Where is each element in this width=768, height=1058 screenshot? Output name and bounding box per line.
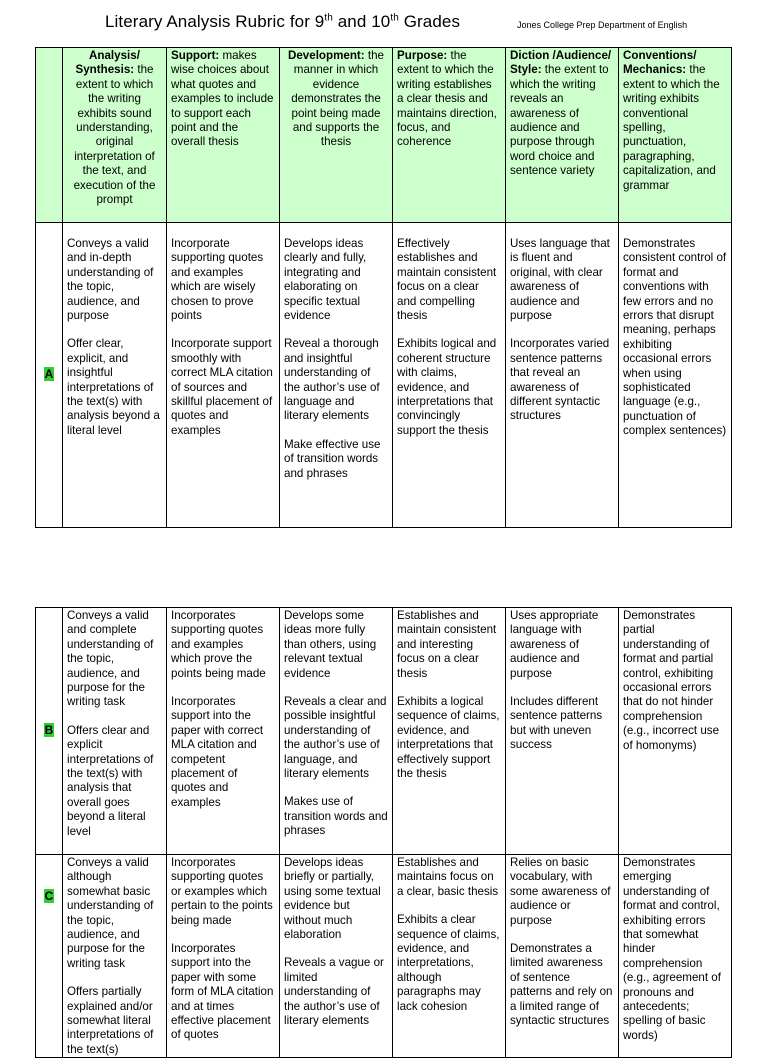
cell-b-analysis: Conveys a valid and complete understanding of the topic, audience, and purpose for the writing task Offers clear and explicit interpretations of the text(s) with analysis that overall goes beyond a literal level [63, 608, 167, 855]
cell-b-conventions: Demonstrates partial understanding of format and partial control, exhibiting occasional errors that do not hinder comprehension (e.g., incorrect use of homonyms) [619, 608, 732, 855]
cell-c-diction: Relies on basic vocabulary, with some awareness of audience or purpose Demonstrates a limited awareness of sentence patterns and rely on a limited range of syntactic structures [506, 855, 619, 1058]
column-header-conventions: Conventions/ Mechanics: the extent to which the writing exhibits conventional spelling, punctuation, paragraphing, capitalization, and grammar [619, 48, 732, 223]
grade-row-c [36, 855, 732, 1058]
cell-b-development: Develops some ideas more fully than others, using relevant textual evidence Reveals a clear and possible insightful understanding of the author’s use of language, and literary elements Makes use of transition words and phrases [280, 608, 393, 855]
cell-c-support: Incorporates supporting quotes or examples which pertain to the points being made Incorporates support into the paper with some form of MLA citation and at times effective placement of quotes [167, 855, 280, 1058]
grade-label-cell [36, 855, 63, 1058]
rubric-table-top [35, 47, 732, 528]
column-header-development: Development: the manner in which evidence demonstrates the point being made and supports the thesis [280, 48, 393, 223]
department-label: Jones College Prep Department of English [517, 20, 688, 30]
cell-c-conventions: Demonstrates emerging understanding of format and control, exhibiting errors that somewhat hinder comprehension (e.g., agreement of pronouns and antecedents; spelling of basic words) [619, 855, 732, 1058]
grade-row-b [36, 608, 732, 855]
cell-a-diction: Uses language that is fluent and original, with clear awareness of audience and purpose Incorporates varied sentence patterns that reveal an awareness of different syntactic structures [506, 223, 619, 528]
grade-badge-a: A [44, 367, 54, 382]
column-header-support: Support: makes wise choices about what quotes and examples to include to support each point and the overall thesis [167, 48, 280, 223]
column-header-diction: Diction /Audience/ Style: the extent to which the writing reveals an awareness of audience and purpose through word choice and sentence variety [506, 48, 619, 223]
cell-a-analysis: Conveys a valid and in-depth understanding of the topic, audience, and purpose Offer clear, explicit, and insightful interpretations of the text(s) with analysis beyond a literal level [63, 223, 167, 528]
grade-label-cell [36, 223, 63, 528]
cell-b-diction: Uses appropriate language with awareness of audience and purpose Includes different sentence patterns but with uneven success [506, 608, 619, 855]
cell-a-conventions: Demonstrates consistent control of format and conventions with few errors and no errors that disrupt meaning, perhaps exhibiting occasional errors when using sophisticated language (e.g., punctuation of complex sentences) [619, 223, 732, 528]
column-header-purpose: Purpose: the extent to which the writing establishes a clear thesis and maintains direction, focus, and coherence [393, 48, 506, 223]
grade-label-cell [36, 608, 63, 855]
cell-c-purpose: Establishes and maintains focus on a clear, basic thesis Exhibits a clear sequence of claims, evidence, and interpretations, although paragraphs may lack cohesion [393, 855, 506, 1058]
cell-a-purpose: Effectively establishes and maintain consistent focus on a clear and compelling thesis Exhibits logical and coherent structure with claims, evidence, and interpretations that convincingly support the thesis [393, 223, 506, 528]
page-header [0, 10, 768, 40]
rubric-title: Literary Analysis Rubric for 9th and 10th Grades [105, 12, 461, 31]
rubric-table-bottom [35, 607, 732, 1058]
cell-b-purpose: Establishes and maintain consistent and interesting focus on a clear thesis Exhibits a logical sequence of claims, evidence, and interpretations that effectively support the thesis [393, 608, 506, 855]
grade-badge-b: B [44, 723, 54, 738]
cell-a-support: Incorporate supporting quotes and examples which are wisely chosen to prove points Incorporate support smoothly with correct MLA citation of sources and skillful placement of quotes and examples [167, 223, 280, 528]
header-corner-cell [36, 48, 63, 223]
column-header-analysis: Analysis/ Synthesis: the extent to which the writing exhibits sound understanding, original interpretation of the text, and execution of the prompt [63, 48, 167, 223]
cell-c-development: Develops ideas briefly or partially, using some textual evidence but without much elaboration Reveals a vague or limited understanding of the author’s use of literary elements [280, 855, 393, 1058]
header-row [36, 48, 732, 223]
grade-row-a [36, 223, 732, 528]
grade-badge-c: C [44, 889, 54, 903]
cell-a-development: Develops ideas clearly and fully, integrating and elaborating on specific textual evidence Reveal a thorough and insightful understanding of the author’s use of language and literary elements Make effective use of transition words and phrases [280, 223, 393, 528]
cell-c-analysis: Conveys a valid although somewhat basic understanding of the topic, audience, and purpose for the writing task Offers partially explained and/or somewhat literal interpretations of the text(s) [63, 855, 167, 1058]
cell-b-support: Incorporates supporting quotes and examples which prove the points being made Incorporates support into the paper with correct MLA citation and competent placement of quotes and examples [167, 608, 280, 855]
